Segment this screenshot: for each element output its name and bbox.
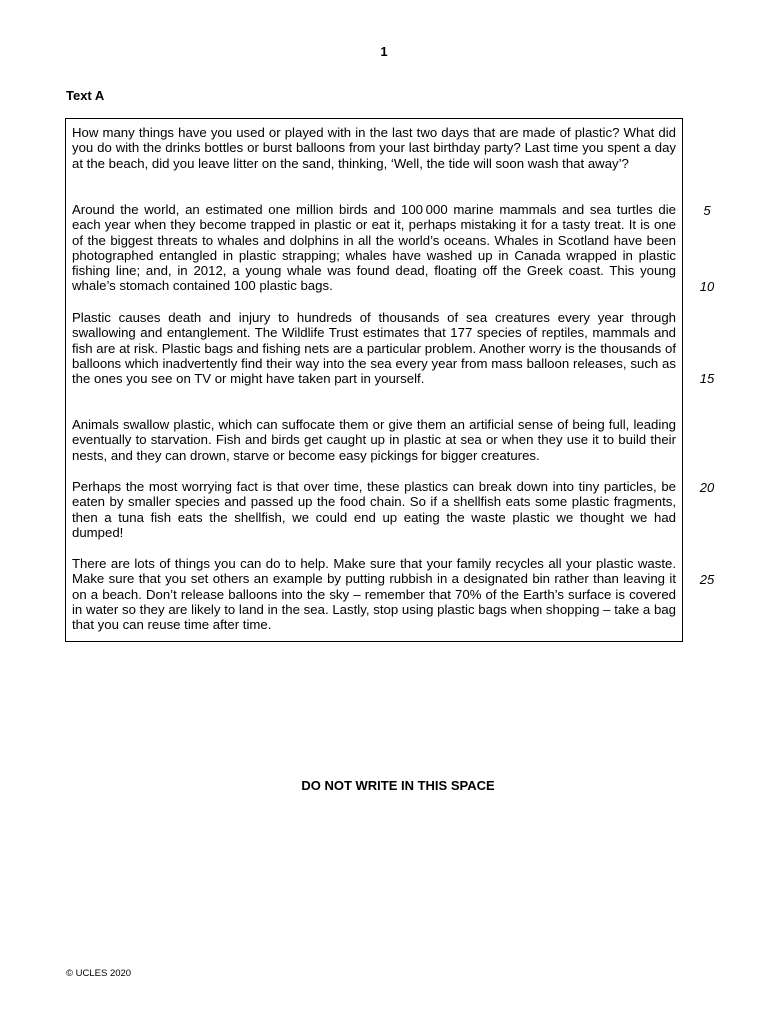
page-number: 1: [380, 44, 388, 59]
copyright-notice: © UCLES 2020: [66, 968, 132, 979]
line-number-5: 5: [703, 203, 711, 218]
paragraph-2: Around the world, an estimated one million birds and 100 000 marine mammals and sea turtles die each year when they become trapped in plastic or eat it, perhaps mistaking it for a tasty treat. It is one of the biggest threats to whales and dolphins in all the world’s oceans. Whales in Scotland have been photographed entangled in plastic strapping; whales have washed up in Canada wrapped in plastic fishing line; and, in 2012, a young whale was found dead, floating off the Greek coast. This young whale’s stomach contained 100 plastic bags.: [72, 202, 676, 294]
paragraph-5: Perhaps the most worrying fact is that over time, these plastics can break down into tiny particles, be eaten by smaller species and passed up the food chain. So if a shellfish eats some plastic fragments, then a tuna fish eats the shellfish, we could end up eating the waste plastic we thought we had dumped!: [72, 479, 676, 540]
line-number-10: 10: [699, 279, 715, 294]
do-not-write-notice: DO NOT WRITE IN THIS SPACE: [301, 778, 495, 793]
paragraph-1: How many things have you used or played with in the last two days that are made of plastic? What did you do with the drinks bottles or burst balloons from your last birthday party? Last time you spent a day at the beach, did you leave litter on the sand, thinking, ‘Well, the tide will soon wash that away’?: [72, 125, 676, 171]
line-number-20: 20: [699, 480, 715, 495]
line-number-25: 25: [699, 572, 715, 587]
paragraph-3: Plastic causes death and injury to hundreds of thousands of sea creatures every year through swallowing and entanglement. The Wildlife Trust estimates that 177 species of reptiles, mammals and fish are at risk. Plastic bags and fishing nets are a particular problem. Another worry is the thousands of balloons which inadvertently find their way into the sea every year from mass balloon releases, such as the ones you see on TV or might have taken part in yourself.: [72, 310, 676, 387]
line-number-15: 15: [699, 371, 715, 386]
paragraph-4: Animals swallow plastic, which can suffocate them or give them an artificial sense of being full, leading eventually to starvation. Fish and birds get caught up in plastic at sea or when they use it to build their nests, and they can drown, starve or become easy pickings for bigger creatures.: [72, 417, 676, 463]
section-title: Text A: [66, 88, 105, 103]
paragraph-6: There are lots of things you can do to help. Make sure that your family recycles all your plastic waste. Make sure that you set others an example by putting rubbish in a designated bin rather than leaving it on a beach. Don’t release balloons into the sky – remember that 70% of the Earth’s surface is covered in water so they are likely to land in the sea. Lastly, stop using plastic bags when shopping – take a bag that you can reuse time after time.: [72, 556, 676, 633]
